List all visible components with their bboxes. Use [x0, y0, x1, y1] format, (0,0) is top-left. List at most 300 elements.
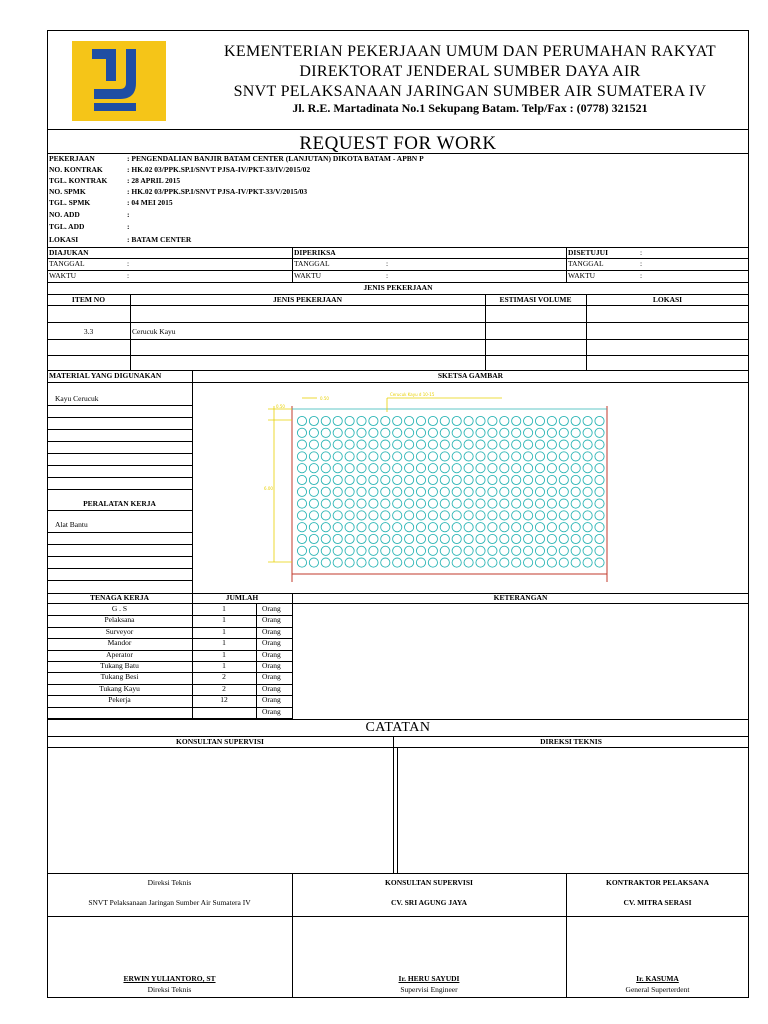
pile-circle — [476, 440, 485, 449]
pile-circle — [381, 534, 390, 543]
pile-circle — [512, 487, 521, 496]
pile-circle — [452, 558, 461, 567]
pile-circle — [559, 546, 568, 555]
pile-circle — [416, 440, 425, 449]
pile-circle — [321, 452, 330, 461]
pile-circle — [535, 428, 544, 437]
pile-circle — [512, 475, 521, 484]
pile-circle — [524, 416, 533, 425]
pile-circle — [393, 452, 402, 461]
info-value: : 04 MEI 2015 — [127, 198, 173, 207]
pile-circle — [476, 511, 485, 520]
pile-circle — [345, 511, 354, 520]
divider — [47, 489, 192, 490]
pile-circle — [428, 487, 437, 496]
pile-circle — [488, 487, 497, 496]
divider — [292, 247, 293, 282]
info-label: TGL. ADD — [49, 222, 85, 231]
pile-circle — [369, 499, 378, 508]
pile-circle — [440, 558, 449, 567]
pile-circle — [559, 511, 568, 520]
sketch-dim-label: 0.50 — [320, 396, 329, 401]
pile-circle — [309, 428, 318, 437]
pile-circle — [524, 534, 533, 543]
worker-role: Surveyor — [105, 626, 134, 636]
pile-circle — [416, 452, 425, 461]
worker-unit: Orang — [262, 695, 281, 705]
pile-circle — [476, 464, 485, 473]
colon: : — [640, 248, 643, 257]
pile-circle — [583, 511, 592, 520]
pile-circle — [512, 558, 521, 567]
pile-circle — [440, 511, 449, 520]
signature-title: Supervisi Engineer — [400, 985, 458, 994]
pile-circle — [452, 487, 461, 496]
pile-circle — [440, 475, 449, 484]
diperiksa-label: DIPERIKSA — [294, 248, 336, 257]
pile-circle — [333, 558, 342, 567]
pile-circle — [559, 558, 568, 567]
info-value: : HK.02 03/PPK.SP.I/SNVT PJSA-IV/PKT-33/IV/2015/02 — [127, 165, 311, 174]
info-label: LOKASI — [49, 235, 79, 244]
pile-circle — [405, 534, 414, 543]
info-label: TGL. KONTRAK — [49, 176, 108, 185]
pile-circle — [476, 452, 485, 461]
col-jumlah: JUMLAH — [225, 593, 259, 602]
pile-circle — [393, 523, 402, 532]
pile-circle — [535, 464, 544, 473]
pile-circle — [357, 499, 366, 508]
pile-circle — [381, 511, 390, 520]
pile-circle — [535, 523, 544, 532]
pile-circle — [369, 487, 378, 496]
info-value: : — [127, 222, 130, 231]
pile-circle — [297, 475, 306, 484]
pile-circle — [595, 499, 604, 508]
pile-circle — [464, 475, 473, 484]
pile-circle — [524, 558, 533, 567]
pile-circle — [405, 511, 414, 520]
pile-circle — [416, 475, 425, 484]
tanggal-label: TANGGAL — [568, 259, 604, 268]
pile-circle — [488, 416, 497, 425]
pile-circle — [369, 523, 378, 532]
pile-circle — [416, 534, 425, 543]
sketch-dim-label: 0.50 — [276, 404, 285, 409]
signature-role: KONSULTAN SUPERVISI — [385, 878, 473, 887]
pile-circle — [369, 452, 378, 461]
worker-count: 12 — [220, 695, 228, 705]
waktu-label: WAKTU — [49, 271, 77, 280]
pile-circle — [333, 546, 342, 555]
pile-circle — [571, 487, 580, 496]
pile-circle — [357, 546, 366, 555]
pile-circle — [309, 546, 318, 555]
info-label: NO. KONTRAK — [49, 165, 103, 174]
pile-circle — [595, 464, 604, 473]
pile-circle — [595, 534, 604, 543]
pile-circle — [381, 464, 390, 473]
peralatan-header: PERALATAN KERJA — [83, 499, 156, 508]
pile-circle — [405, 475, 414, 484]
pile-circle — [583, 440, 592, 449]
pile-circle — [547, 523, 556, 532]
pile-circle — [535, 546, 544, 555]
pile-circle — [333, 511, 342, 520]
info-value: : — [127, 210, 130, 219]
pile-circle — [464, 452, 473, 461]
pile-circle — [559, 534, 568, 543]
worker-count: 1 — [222, 615, 226, 625]
pile-circle — [369, 475, 378, 484]
pile-circle — [357, 440, 366, 449]
pile-circle — [476, 487, 485, 496]
pile-circle — [416, 546, 425, 555]
pile-grid — [297, 416, 604, 567]
pile-circle — [535, 440, 544, 449]
pile-circle — [440, 534, 449, 543]
divider — [47, 339, 749, 340]
pile-circle — [345, 440, 354, 449]
pile-circle — [369, 464, 378, 473]
pile-circle — [464, 511, 473, 520]
pile-circle — [464, 534, 473, 543]
divider — [47, 873, 749, 874]
pile-circle — [476, 475, 485, 484]
sketch-pile-label: Cerucuk Kayu d 10-15 — [390, 392, 435, 397]
pile-circle — [524, 523, 533, 532]
info-label: PEKERJAAN — [49, 154, 95, 163]
pile-circle — [476, 558, 485, 567]
pile-circle — [535, 534, 544, 543]
pile-circle — [559, 440, 568, 449]
pile-circle — [345, 416, 354, 425]
pile-circle — [357, 416, 366, 425]
worker-role: Tukang Besi — [100, 672, 139, 682]
pile-circle — [297, 452, 306, 461]
pile-circle — [547, 558, 556, 567]
pile-circle — [440, 464, 449, 473]
pile-circle — [357, 464, 366, 473]
pile-circle — [393, 546, 402, 555]
colon: : — [127, 259, 130, 268]
worker-role: Tukang Kayu — [99, 683, 140, 693]
divider — [393, 736, 394, 873]
pile-circle — [512, 511, 521, 520]
pile-circle — [297, 546, 306, 555]
pile-circle — [464, 416, 473, 425]
pile-circle — [464, 464, 473, 473]
divider — [566, 247, 567, 282]
pile-circle — [524, 440, 533, 449]
worker-unit: Orang — [262, 672, 281, 682]
pile-circle — [476, 499, 485, 508]
pile-circle — [524, 452, 533, 461]
signature-role: Direksi Teknis — [147, 878, 192, 887]
pile-circle — [595, 523, 604, 532]
signature-title: Direksi Teknis — [147, 985, 192, 994]
pile-circle — [416, 523, 425, 532]
header-line1: KEMENTERIAN PEKERJAAN UMUM DAN PERUMAHAN RAKYAT — [224, 43, 716, 60]
pile-circle — [571, 440, 580, 449]
pile-circle — [393, 428, 402, 437]
pile-circle — [500, 487, 509, 496]
worker-role: Tukang Batu — [100, 661, 139, 670]
pile-circle — [345, 523, 354, 532]
pile-circle — [405, 546, 414, 555]
signature-role: KONTRAKTOR PELAKSANA — [605, 878, 709, 887]
col-estimasi-volume: ESTIMASI VOLUME — [499, 295, 572, 304]
pile-circle — [535, 452, 544, 461]
pile-circle — [512, 440, 521, 449]
pile-circle — [583, 416, 592, 425]
pile-circle — [452, 452, 461, 461]
pile-circle — [345, 464, 354, 473]
header-ministry — [190, 42, 750, 102]
pile-circle — [309, 452, 318, 461]
pile-circle — [393, 499, 402, 508]
pile-circle — [571, 558, 580, 567]
pile-circle — [452, 499, 461, 508]
pile-circle — [369, 534, 378, 543]
info-label: NO. SPMK — [49, 187, 86, 196]
pile-circle — [297, 558, 306, 567]
diajukan-label: DIAJUKAN — [49, 248, 89, 257]
pile-circle — [512, 464, 521, 473]
pile-circle — [309, 475, 318, 484]
pile-circle — [428, 440, 437, 449]
pile-circle — [440, 499, 449, 508]
worker-count: 1 — [222, 626, 226, 636]
pile-circle — [464, 440, 473, 449]
pile-circle — [428, 428, 437, 437]
pile-circle — [500, 499, 509, 508]
pile-circle — [488, 558, 497, 567]
pile-circle — [309, 558, 318, 567]
pile-circle — [297, 511, 306, 520]
jenis-pekerjaan-section: JENIS PEKERJAAN — [363, 283, 433, 292]
pile-circle — [357, 558, 366, 567]
divider — [47, 129, 749, 130]
pile-circle — [333, 452, 342, 461]
pile-circle — [405, 428, 414, 437]
divider — [47, 441, 192, 442]
pile-circle — [500, 523, 509, 532]
pile-circle — [297, 499, 306, 508]
pile-circle — [595, 546, 604, 555]
signature-name: Ir. KASUMA — [636, 974, 679, 983]
pile-circle — [381, 475, 390, 484]
col-item-no: ITEM NO — [71, 295, 106, 304]
worker-count: 1 — [222, 649, 226, 659]
divider — [47, 429, 192, 430]
pile-circle — [488, 475, 497, 484]
header-address: Jl. R.E. Martadinata No.1 Sekupang Batam. Telp/Fax : (0778) 321521 — [292, 101, 648, 115]
col-lokasi: LOKASI — [652, 295, 683, 304]
pile-circle — [559, 428, 568, 437]
pile-circle — [464, 523, 473, 532]
divider — [47, 556, 192, 557]
pile-circle — [535, 487, 544, 496]
pile-circle — [452, 534, 461, 543]
pile-circle — [405, 464, 414, 473]
pile-circle — [595, 511, 604, 520]
pile-circle — [393, 475, 402, 484]
pile-circle — [440, 452, 449, 461]
pile-circle — [369, 546, 378, 555]
pile-circle — [547, 440, 556, 449]
pile-circle — [583, 487, 592, 496]
divider — [47, 916, 749, 917]
pile-circle — [595, 475, 604, 484]
pile-circle — [297, 428, 306, 437]
pile-circle — [440, 416, 449, 425]
pile-circle — [524, 475, 533, 484]
pile-circle — [595, 487, 604, 496]
pile-circle — [547, 546, 556, 555]
signature-org: SNVT Pelaksanaan Jaringan Sumber Air Sumatera IV — [88, 898, 251, 907]
item-no-cell: 3.3 — [83, 327, 94, 336]
pile-circle — [512, 428, 521, 437]
pile-circle — [416, 511, 425, 520]
pile-circle — [583, 534, 592, 543]
disetujui-label: DISETUJUI — [568, 248, 609, 257]
pile-circle — [547, 499, 556, 508]
pile-circle — [452, 428, 461, 437]
page-title: REQUEST FOR WORK — [299, 133, 497, 154]
pile-circle — [405, 440, 414, 449]
pile-circle — [464, 546, 473, 555]
pile-circle — [524, 546, 533, 555]
pile-circle — [500, 546, 509, 555]
pile-circle — [559, 487, 568, 496]
pile-circle — [583, 464, 592, 473]
pile-circle — [464, 487, 473, 496]
worker-unit: Orang — [262, 604, 281, 613]
pile-circle — [512, 523, 521, 532]
tanggal-label: TANGGAL — [294, 259, 330, 268]
pile-circle — [405, 499, 414, 508]
pile-circle — [452, 546, 461, 555]
worker-unit: Orang — [262, 626, 281, 636]
pile-circle — [428, 558, 437, 567]
tanggal-label: TANGGAL — [49, 259, 85, 268]
pile-circle — [321, 475, 330, 484]
pile-circle — [440, 440, 449, 449]
pile-circle — [571, 416, 580, 425]
divider — [47, 258, 749, 259]
colon: : — [127, 271, 130, 280]
pile-circle — [559, 416, 568, 425]
pile-circle — [357, 475, 366, 484]
divider — [47, 568, 192, 569]
pile-circle — [488, 452, 497, 461]
pile-circle — [488, 523, 497, 532]
pile-circle — [369, 416, 378, 425]
pile-circle — [381, 452, 390, 461]
pile-circle — [583, 499, 592, 508]
pile-circle — [369, 440, 378, 449]
pile-circle — [452, 416, 461, 425]
pile-circle — [571, 534, 580, 543]
divider — [47, 322, 749, 323]
pile-circle — [500, 416, 509, 425]
pile-circle — [571, 464, 580, 473]
divider — [47, 305, 749, 306]
divider — [397, 747, 398, 873]
pile-circle — [476, 546, 485, 555]
pile-circle — [488, 499, 497, 508]
worker-unit: Orang — [262, 615, 281, 625]
pile-circle — [321, 428, 330, 437]
pile-circle — [381, 487, 390, 496]
pile-circle — [524, 428, 533, 437]
worker-unit: Orang — [262, 706, 281, 716]
pile-circle — [547, 416, 556, 425]
sketsa-header: SKETSA GAMBAR — [437, 371, 504, 380]
pile-circle — [297, 440, 306, 449]
divider — [47, 477, 192, 478]
pile-circle — [393, 534, 402, 543]
pile-circle — [297, 487, 306, 496]
pile-circle — [416, 487, 425, 496]
pile-circle — [297, 534, 306, 543]
pile-circle — [333, 523, 342, 532]
pile-circle — [500, 511, 509, 520]
pile-circle — [309, 499, 318, 508]
col-keterangan: KETERANGAN — [493, 593, 548, 602]
pile-circle — [333, 534, 342, 543]
pile-circle — [428, 475, 437, 484]
pile-circle — [345, 452, 354, 461]
pile-circle — [547, 511, 556, 520]
divider — [47, 747, 749, 748]
divider — [586, 294, 587, 370]
signature-name: ERWIN YULIANTORO, ST — [123, 974, 216, 983]
pile-circle — [333, 464, 342, 473]
pile-circle — [345, 558, 354, 567]
pile-circle — [452, 511, 461, 520]
pile-circle — [512, 499, 521, 508]
pile-circle — [428, 534, 437, 543]
pile-circle — [393, 558, 402, 567]
pile-circle — [452, 523, 461, 532]
pile-circle — [333, 428, 342, 437]
pile-circle — [547, 428, 556, 437]
pile-circle — [393, 487, 402, 496]
colon: : — [386, 259, 389, 268]
divider — [192, 370, 193, 593]
pile-circle — [488, 464, 497, 473]
colon: : — [640, 259, 643, 268]
info-value: : PENGENDALIAN BANJIR BATAM CENTER (LANJUTAN) DIKOTA BATAM - APBN P — [127, 154, 424, 163]
divider — [47, 270, 749, 271]
pile-circle — [333, 499, 342, 508]
worker-count: 2 — [222, 683, 226, 693]
divider — [485, 294, 486, 370]
pile-circle — [393, 511, 402, 520]
pile-circle — [571, 428, 580, 437]
divider — [47, 532, 192, 533]
material-item: Kayu Cerucuk — [55, 394, 99, 403]
pile-circle — [524, 487, 533, 496]
pile-circle — [369, 511, 378, 520]
pile-circle — [440, 487, 449, 496]
pile-circle — [416, 464, 425, 473]
item-name-cell: Cerucuk Kayu — [132, 327, 176, 336]
pile-circle — [321, 464, 330, 473]
pile-circle — [595, 452, 604, 461]
